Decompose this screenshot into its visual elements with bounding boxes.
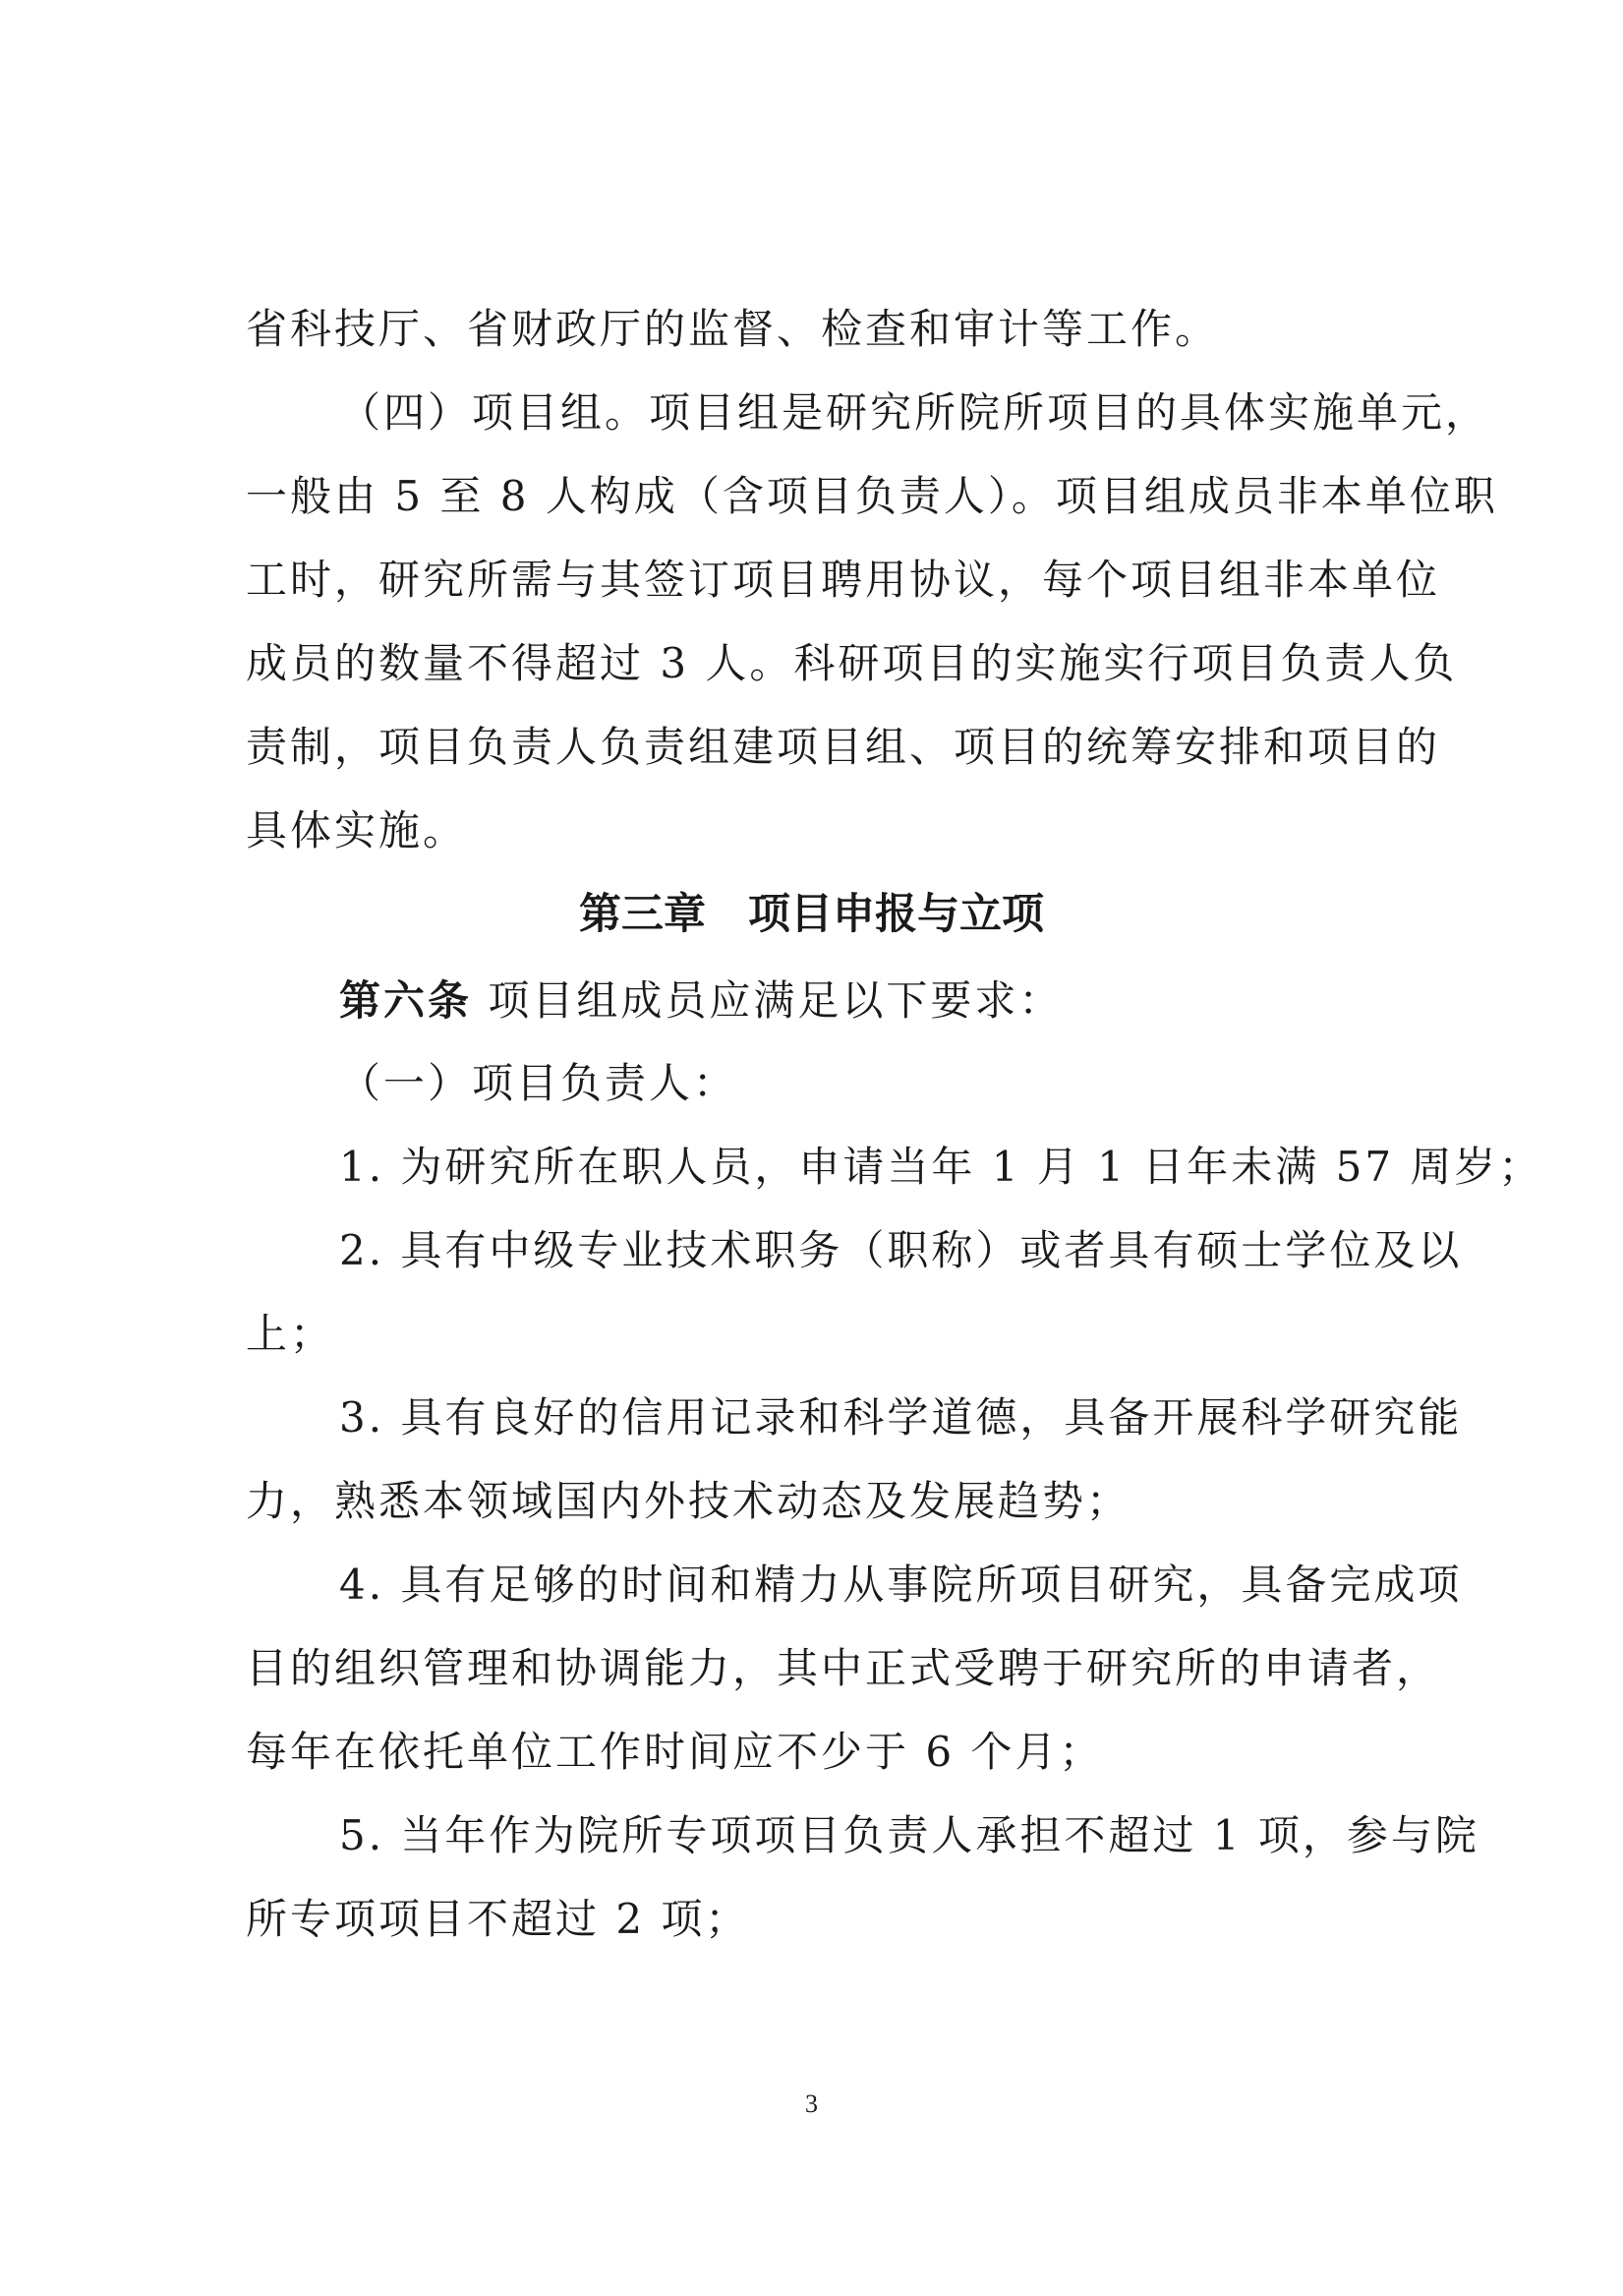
subsection-heading: （一）项目负责人： bbox=[339, 1059, 738, 1107]
requirement-4-line-3: 每年在依托单位工作时间应不少于 6 个月； bbox=[246, 1728, 1104, 1776]
requirement-2-line-1: 2. 具有中级专业技术职务（职称）或者具有硕士学位及以 bbox=[339, 1226, 1463, 1274]
body-line-7: 具体实施。 bbox=[246, 806, 468, 854]
body-line-5: 成员的数量不得超过 3 人。科研项目的实施实行项目负责人负 bbox=[246, 639, 1458, 687]
article-six-line bbox=[0, 962, 1401, 1040]
article-six-label: 第六条 bbox=[339, 976, 473, 1025]
requirement-3-line-1: 3. 具有良好的信用记录和科学道德，具备开展科学研究能 bbox=[339, 1393, 1463, 1442]
body-line-4: 工时，研究所需与其签订项目聘用协议，每个项目组非本单位 bbox=[246, 556, 1441, 604]
requirement-4-line-1: 4. 具有足够的时间和精力从事院所项目研究，具备完成项 bbox=[339, 1560, 1463, 1609]
article-six-text: 项目组成员应满足以下要求： bbox=[488, 976, 1064, 1025]
requirement-3-line-2: 力，熟悉本领域国内外技术动态及发展趋势； bbox=[246, 1477, 1131, 1525]
requirement-5-line-1: 5. 当年作为院所专项项目负责人承担不超过 1 项，参与院 bbox=[339, 1811, 1479, 1859]
chapter-heading: 第三章 项目申报与立项 bbox=[579, 890, 1044, 939]
article-six-spacer bbox=[472, 976, 488, 1025]
requirement-5-line-2: 所专项项目不超过 2 项； bbox=[246, 1895, 750, 1943]
requirement-2-line-2: 上； bbox=[246, 1310, 335, 1358]
body-line-3: 一般由 5 至 8 人构成（含项目负责人）。项目组成员非本单位职 bbox=[246, 472, 1498, 520]
body-line-1: 省科技厅、省财政厅的监督、检查和审计等工作。 bbox=[246, 305, 1220, 353]
requirement-4-line-2: 目的组织管理和协调能力，其中正式受聘于研究所的申请者， bbox=[246, 1644, 1441, 1692]
page-number: 3 bbox=[805, 2090, 818, 2118]
requirement-1: 1. 为研究所在职人员，申请当年 1 月 1 日年未满 57 周岁； bbox=[339, 1143, 1543, 1191]
body-line-2: （四）项目组。项目组是研究所院所项目的具体实施单元， bbox=[339, 388, 1490, 437]
body-line-6: 责制，项目负责人负责组建项目组、项目的统筹安排和项目的 bbox=[246, 723, 1441, 771]
